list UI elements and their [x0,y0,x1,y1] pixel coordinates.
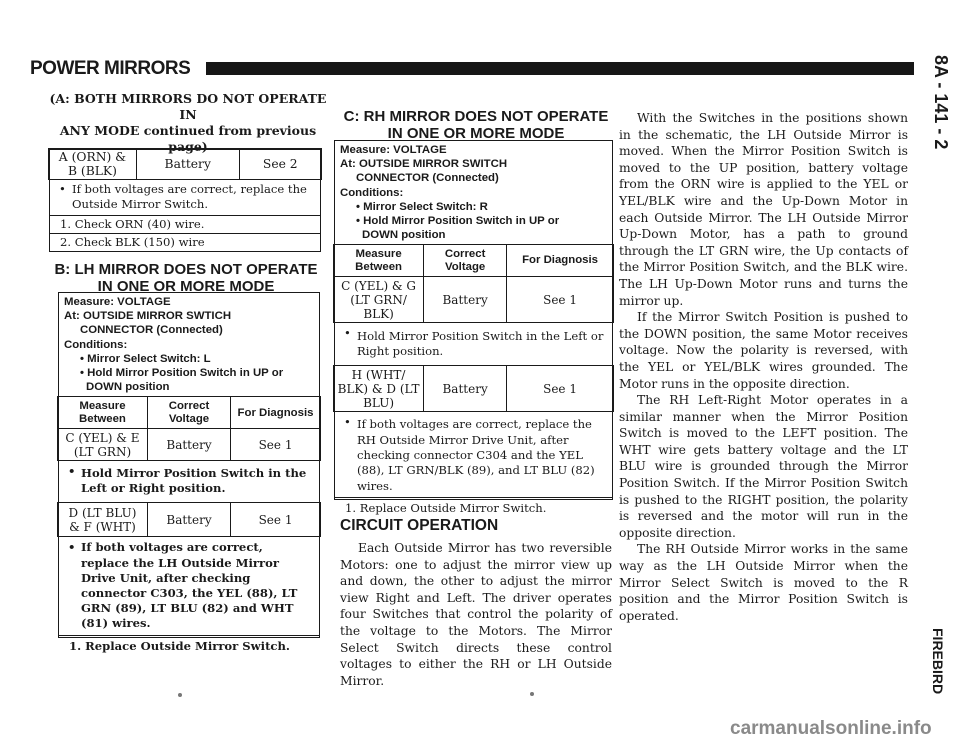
box-c [334,140,613,515]
box-b-table [57,396,320,461]
paragraph-2: If the Mirror Switch Position is pushed to the DOWN position, the same Motor receives voltage. Now the polarity is reversed, with the YEL or YEL/BLK wires grounded. The Motor runs in the opposite direction. [619,310,908,391]
box-c-step: 1. Replace Outside Mirror Switch. [335,497,612,517]
table-a-step-1: 1. Check ORN (40) wire. [50,215,320,233]
connector-label: CONNECTOR (Connected) [80,324,223,337]
at-label: At: OUTSIDE MIRROR SWITCH [340,158,508,171]
row1-voltage: Battery [147,429,231,461]
watermark: carmanualsonline.info [730,718,932,739]
brand-label: FIREBIRD [930,628,946,695]
header-voltage: Correct Voltage [423,245,507,277]
connector-label: CONNECTOR (Connected) [356,172,499,185]
box-b-table-2 [57,502,320,537]
row2-diagnosis: See 1 [231,503,320,537]
measure-label: Measure: VOLTAGE [64,296,171,308]
circuit-operation-body [340,540,612,689]
condition-2: • Hold Mirror Position Switch in UP or [80,367,284,380]
box-c-table [333,244,613,323]
row2-voltage: Battery [147,503,231,537]
box-c-bullet-1: • Hold Mirror Position Switch in the Left or Right position. [335,323,612,365]
header-diagnosis: For Diagnosis [231,397,320,429]
header-diagnosis: For Diagnosis [507,245,613,277]
row2-measure: D (LT BLU) & F (WHT) [58,503,147,537]
condition-2-cont: DOWN position [86,381,170,394]
header-measure: Measure Between [58,397,147,429]
diagnosis-cell: See 2 [239,149,321,180]
measure-label: Measure: VOLTAGE [340,144,447,156]
circuit-operation-heading: CIRCUIT OPERATION [340,517,499,534]
header-rule [206,62,914,75]
page-title: POWER MIRRORS [30,58,191,79]
table-a-step-2: 2. Check BLK (150) wire [50,233,320,251]
row2-voltage: Battery [423,366,507,412]
condition-2-cont: DOWN position [362,229,446,242]
row1-measure: C (YEL) & G (LT GRN/ BLK) [334,277,423,323]
voltage-cell: Battery [136,149,239,180]
condition-1: • Mirror Select Switch: R [356,200,488,213]
box-b-bullet-2: • If both voltages are correct, replace the LH Outside Mirror Drive Unit, after checking connector C303, the YEL (88), LT GRN (89), LT BLU (82) and WHT (81) wires. [59,537,319,634]
box-b-conditions [59,293,319,396]
conditions-label: Conditions: [64,338,128,351]
box-c-table-2 [333,365,613,412]
section-c-heading: C: RH MIRROR DOES NOT OPERATE IN ONE OR MORE MODE [343,108,609,142]
header-measure: Measure Between [334,245,423,277]
row1-diagnosis: See 1 [231,429,320,461]
box-b-step: 1. Replace Outside Mirror Switch. [59,635,319,655]
row2-diagnosis: See 1 [507,366,613,412]
row1-diagnosis: See 1 [507,277,613,323]
page-number: 8A - 141 - 2 [931,55,951,150]
table-a [49,149,321,252]
box-b [58,292,320,653]
paragraph-4: The RH Outside Mirror works in the same way as the LH Outside Mirror when the Mirror Select Switch is moved to the R position and the Mirror Position Switch is operated. [619,542,908,623]
conditions-label: Conditions: [340,186,404,199]
paragraph-1: With the Switches in the positions shown in the schematic, the LH Outside Mirror is moved. When the Mirror Position Switch is moved to the UP position, battery voltage from the ORN wire is applied to the YEL or YEL/BLK wire and the Up-Down Motor in each Outside Mirror. The LH Outside Mirror Up-Down Motor, has a path to ground through the LT GRN wire, the Up contacts of the Mirror Position Switch, and the BLK wire. The LH Up-Down Motor runs and turns the mirror up. [619,111,908,308]
row2-measure: H (WHT/ BLK) & D (LT BLU) [334,366,423,412]
box-c-conditions [335,141,612,244]
condition-1: • Mirror Select Switch: L [80,352,211,365]
description-body [619,110,908,624]
row1-measure: C (YEL) & E (LT GRN) [58,429,147,461]
circuit-paragraph: Each Outside Mirror has two reversible Motors: one to adjust the mirror view up and down, the other to adjust the mirror view Right and Left. The driver operates four Switches that control the polarity of the voltage to the Motors. The Mirror Select Switch directs these control voltages to either the RH or LH Outside Mirror. [340,541,612,688]
condition-2: • Hold Mirror Position Switch in UP or [356,215,560,228]
box-b-bullet-1: • Hold Mirror Position Switch in the Left or Right position. [59,461,319,502]
paragraph-3: The RH Left-Right Motor operates in a similar manner when the Mirror Position Switch is moved to the LEFT position. The WHT wire gets battery voltage and the LT BLU wire is grounded through the Mirror Position Switch. If the Mirror Position Switch is pushed to the RIGHT position, the polarity is reversed and the motor will run in the opposite direction. [619,393,908,540]
table-a-row [48,148,321,180]
scan-speck [178,693,182,697]
table-a-bullet: • If both voltages are correct, replace the Outside Mirror Switch. [50,179,320,215]
section-b-heading: B: LH MIRROR DOES NOT OPERATE IN ONE OR MORE MODE [54,261,318,295]
at-label: At: OUTSIDE MIRROR SWTICH [64,310,232,323]
header-voltage: Correct Voltage [147,397,231,429]
row1-voltage: Battery [423,277,507,323]
continued-heading: (A: BOTH MIRRORS DO NOT OPERATE IN ANY MODE continued from previous page) [49,91,327,154]
box-c-bullet-2: • If both voltages are correct, replace the RH Outside Mirror Drive Unit, after checking connector C304 and the YEL (88), LT GRN/BLK (89), and LT BLU (82) wires. [335,412,612,496]
scan-speck [530,692,534,696]
measure-cell: A (ORN) & B (BLK) [49,149,136,180]
